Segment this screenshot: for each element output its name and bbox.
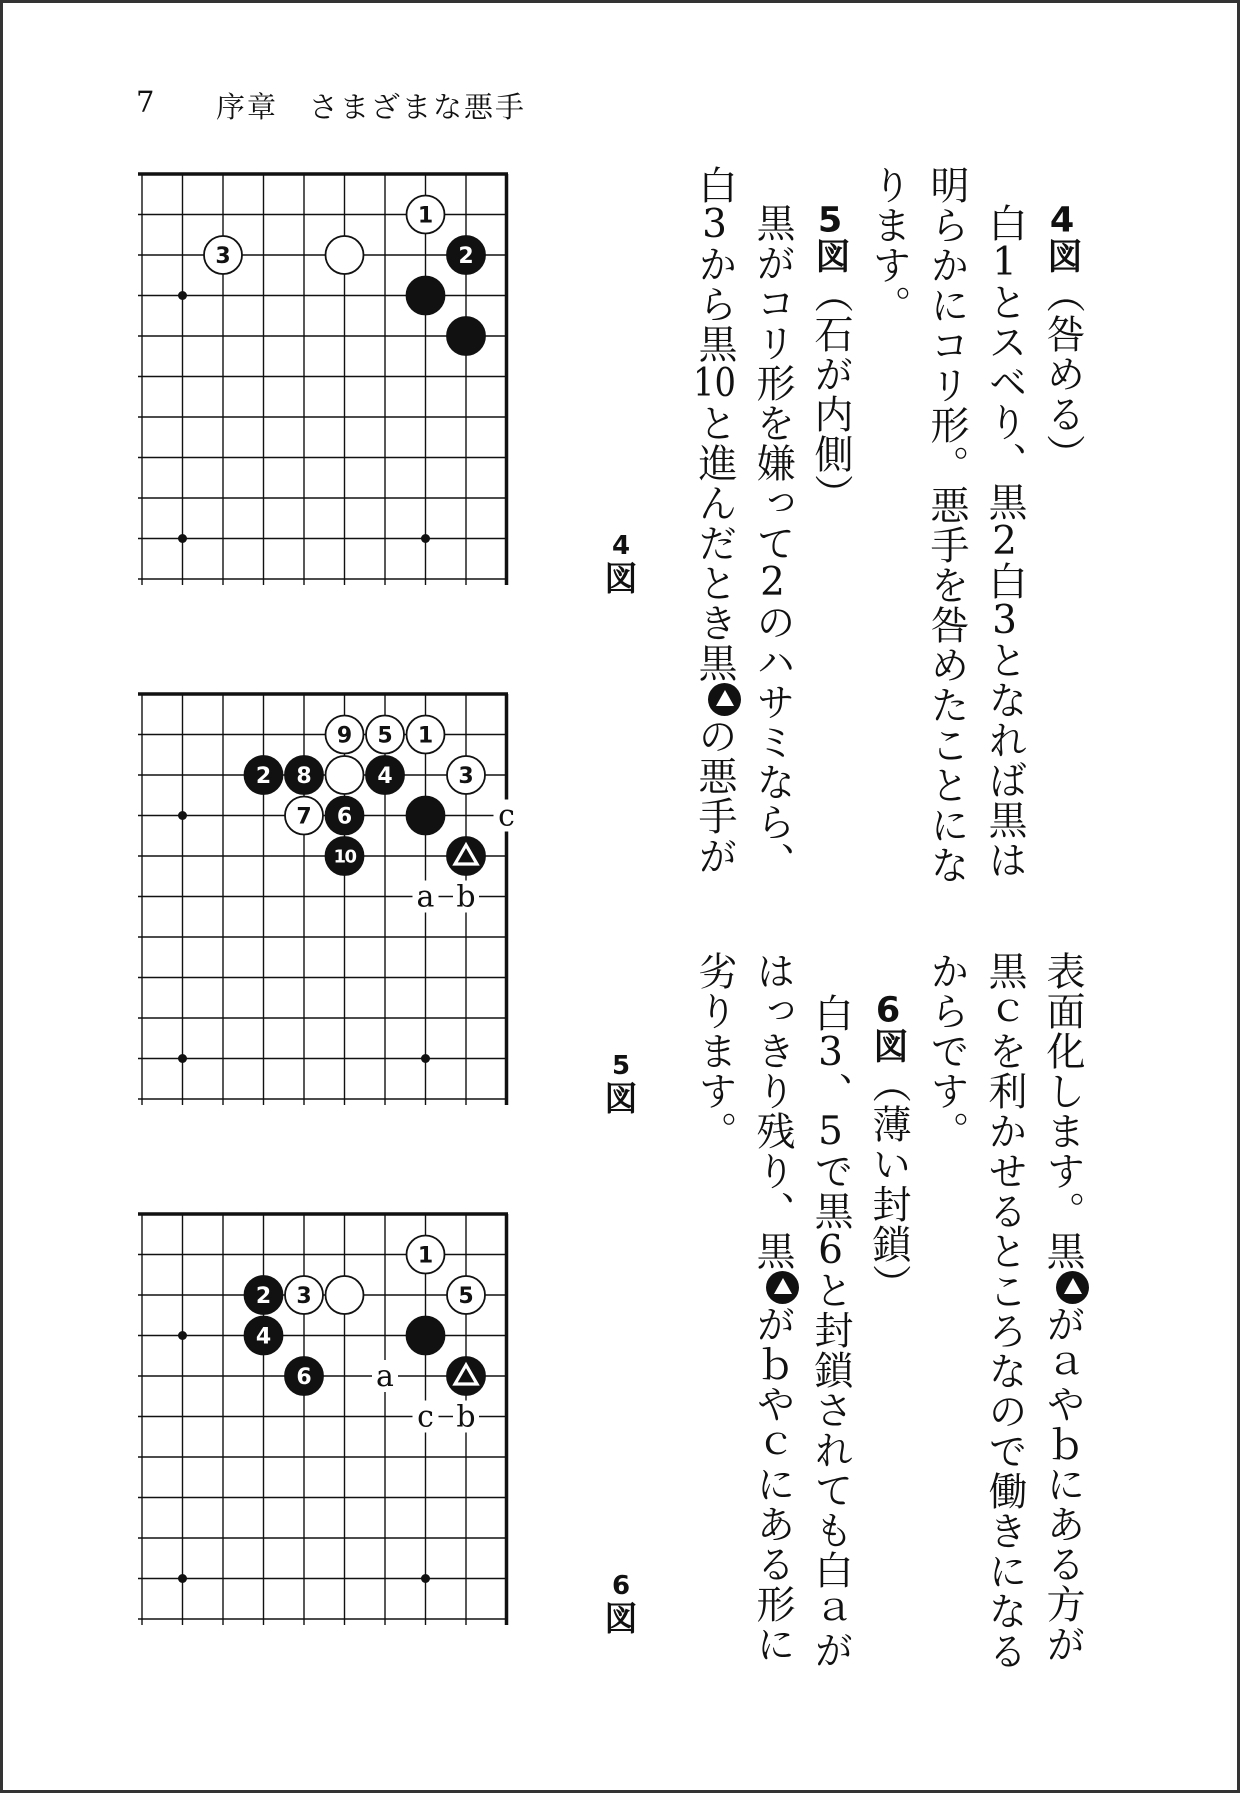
text-col-fig4-line4: ります。 (866, 165, 911, 325)
star-point (178, 1054, 187, 1063)
text-col-p2-line1: 表面化します。黒がａやｂにある方が (1043, 951, 1089, 1664)
text-col-fig6-line2: 白3、5で黒6と封鎖されても白ａが (808, 993, 853, 1670)
stone-number-8: 8 (296, 763, 312, 789)
star-point (178, 1574, 187, 1583)
go-board-5 (138, 691, 515, 1105)
text-col-fig6-line3: はっきり残り、黒がｂやｃにある形に (753, 951, 799, 1664)
chapter-title: 序章 さまざまな悪手 (216, 90, 527, 124)
black-triangle-stone-icon (766, 1271, 799, 1304)
stone-number-10: 10 (333, 846, 356, 868)
black-stone (447, 317, 485, 355)
stone-number-2: 2 (255, 763, 272, 789)
text-col-fig6-line4: 劣ります。 (692, 951, 737, 1151)
black-triangle-stone-icon (708, 683, 741, 716)
figure-label-5: 5 図 (604, 1051, 638, 1118)
star-point (421, 1574, 430, 1583)
board-letter-b: b (456, 1399, 476, 1435)
stone-number-6: 6 (296, 1364, 312, 1390)
board-grid (138, 694, 508, 1105)
text-col-fig6-heading: 6図（薄い封鎖） (866, 993, 911, 1304)
stone-number-2: 2 (255, 1283, 272, 1309)
text-col-fig5-heading: 5図（石が内側） (808, 203, 853, 514)
black-stone (407, 797, 445, 835)
star-point (421, 1054, 430, 1063)
board-letter-a: a (416, 879, 435, 915)
page-number: 7 (136, 85, 157, 119)
stone-number-5: 5 (458, 1283, 474, 1309)
star-point (178, 291, 187, 300)
text-col-p2-line2: 黒ｃを利かせるところなので働きになる (982, 951, 1027, 1671)
stone-number-6: 6 (336, 804, 353, 830)
stone-number-1: 1 (417, 203, 434, 229)
figure-label-4: 4 図 (604, 531, 638, 598)
stone-number-1: 1 (417, 723, 434, 749)
go-diagram-6 (138, 1211, 511, 1625)
stone-number-2: 2 (458, 243, 474, 269)
stone-number-3: 3 (296, 1283, 312, 1309)
stone-number-5: 5 (377, 723, 393, 749)
star-point (178, 811, 187, 820)
board-letter-c: c (417, 1399, 434, 1435)
star-point (178, 1331, 187, 1340)
text-col-fig5-line3: 白3から黒10と進んだとき黒の悪手が (695, 165, 741, 876)
board-grid (138, 1214, 508, 1625)
figure-label-6: 6 図 (604, 1571, 638, 1638)
black-triangle-stone-icon (1056, 1271, 1089, 1304)
stone-number-4: 4 (377, 763, 393, 789)
board-letter-c: c (498, 798, 515, 834)
stone-number-4: 4 (255, 1324, 272, 1350)
stone-number-3: 3 (215, 243, 231, 269)
text-col-fig4-line2: 白1とスベり、黒2白3となれば黒は (982, 203, 1027, 880)
stone-number-3: 3 (458, 763, 474, 789)
text-col-fig4-line3: 明らかにコリ形。悪手を咎めたことにな (924, 165, 969, 885)
black-stone (407, 1317, 445, 1355)
stone-number-9: 9 (336, 723, 353, 749)
white-stone (326, 756, 364, 794)
board-letter-a: a (376, 1359, 394, 1394)
star-point (178, 534, 187, 543)
go-diagram-5 (138, 691, 515, 1105)
white-stone (326, 1276, 364, 1314)
stone-number-1: 1 (417, 1243, 434, 1269)
text-col-fig5-line2: 黒がコリ形を嫌って2のハサミなら、 (750, 203, 795, 882)
star-point (421, 534, 430, 543)
black-stone (407, 277, 445, 315)
go-board-6 (138, 1211, 511, 1625)
white-stone (326, 236, 364, 274)
board-grid (138, 174, 508, 585)
text-col-p2-line3: からです。 (924, 951, 969, 1151)
text-col-fig4-heading: 4図（咎める） (1040, 203, 1085, 474)
go-board-4 (138, 171, 511, 585)
board-letter-b: b (456, 879, 476, 915)
go-diagram-4 (138, 171, 511, 585)
stone-number-7: 7 (296, 804, 312, 830)
